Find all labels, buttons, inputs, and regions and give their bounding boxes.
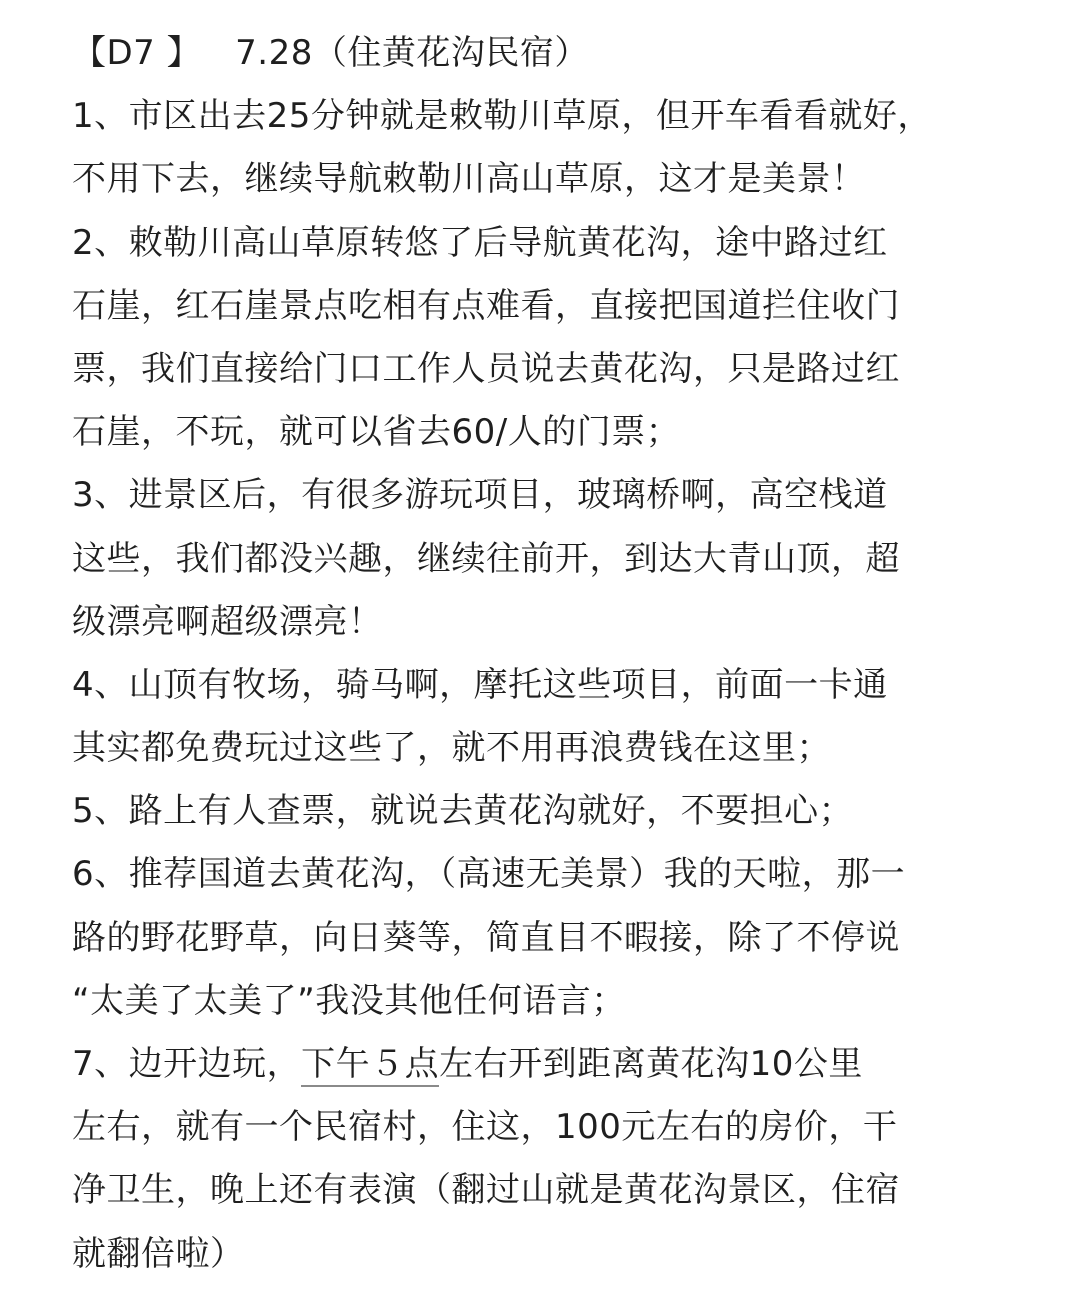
text-line: 石崖，不玩，就可以省去60/人的门票； <box>72 412 681 453</box>
text-line: 左右，就有一个民宿村，住这，100元左右的房价，干 <box>72 1107 898 1148</box>
text-line: 级漂亮啊超级漂亮！ <box>72 601 383 642</box>
text-line: 1、市区出去25分钟就是敕勒川草原，但开车看看就好， <box>72 96 932 137</box>
text-line: 其实都免费玩过这些了，就不用再浪费钱在这里； <box>72 728 831 769</box>
day-tag: 【D7 】 <box>72 33 202 73</box>
text-line: 就翻倍啦） <box>72 1233 245 1274</box>
text-line: 5、路上有人查票，就说去黄花沟就好，不要担心； <box>72 791 854 832</box>
text-line: 不用下去，继续导航敕勒川高山草原，这才是美景！ <box>72 159 866 200</box>
text-line: “太美了太美了”我没其他任何语言； <box>72 980 626 1021</box>
text-line: 石崖，红石崖景点吃相有点难看，直接把国道拦住收门 <box>72 285 900 326</box>
text-line: 3、进景区后，有很多游玩项目，玻璃桥啊，高空栈道 <box>72 475 888 516</box>
text-line: 路的野花野草，向日葵等，简直目不暇接，除了不停说 <box>72 917 900 958</box>
title-line <box>72 22 1012 85</box>
item7-line <box>72 1033 1012 1096</box>
note-body <box>72 22 1012 1286</box>
item7-prefix: 7、边开边玩， <box>72 1044 302 1084</box>
text-line: 4、山顶有牧场，骑马啊，摩托这些项目，前面一卡通 <box>72 664 888 705</box>
item7-underlined-time: 下午５点 <box>301 1044 439 1087</box>
day-title: 7.28（住黄花沟民宿） <box>235 33 589 73</box>
text-line: 票，我们直接给门口工作人员说去黄花沟，只是路过红 <box>72 348 900 389</box>
text-line: 6、推荐国道去黄花沟，（高速无美景）我的天啦，那一 <box>72 854 906 895</box>
text-line: 这些，我们都没兴趣，继续往前开，到达大青山顶，超 <box>72 538 900 579</box>
item7-suffix: 左右开到距离黄花沟10公里 <box>439 1044 863 1084</box>
text-line: 净卫生，晚上还有表演（翻过山就是黄花沟景区，住宿 <box>72 1170 900 1211</box>
text-line: 2、敕勒川高山草原转悠了后导航黄花沟，途中路过红 <box>72 222 888 263</box>
